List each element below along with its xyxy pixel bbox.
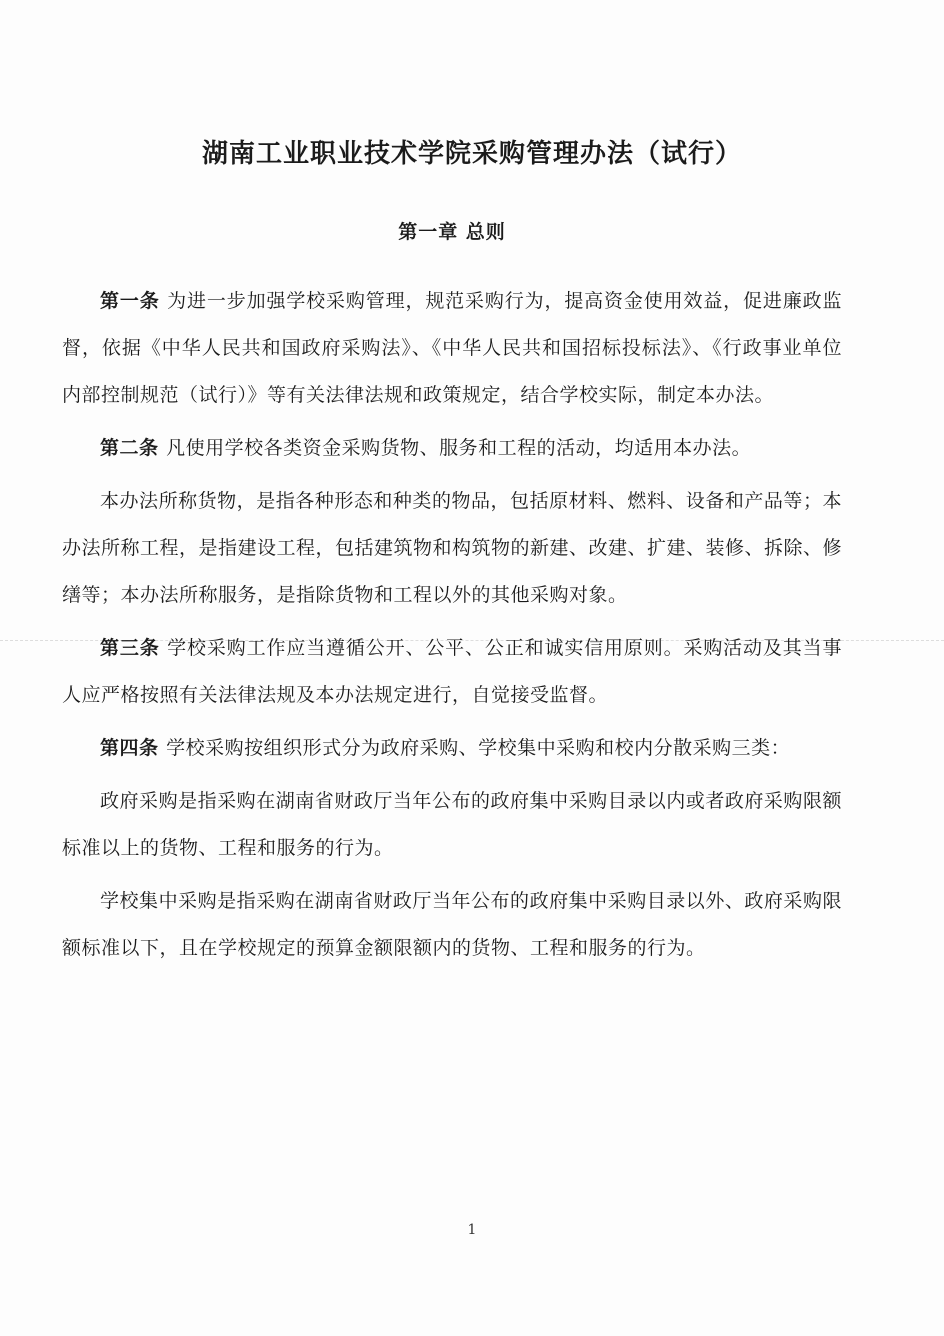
article-label: 第一条 [100, 290, 160, 312]
page-number: 1 [467, 1222, 477, 1238]
paragraph-text: 学校采购按组织形式分为政府采购、学校集中采购和校内分散采购三类： [166, 737, 791, 759]
paragraph-definitions [62, 478, 842, 619]
article-label: 第二条 [100, 437, 159, 459]
paragraph-text: 本办法所称货物，是指各种形态和种类的物品，包括原材料、燃料、设备和产品等；本办法所称工程，是指建设工程，包括建筑物和构筑物的新建、改建、扩建、装修、拆除、修缮等；本办法所称服务，是指除货物和工程以外的其他采购对象。 [62, 490, 843, 606]
article-label: 第三条 [100, 637, 160, 659]
paragraph-article-3 [62, 625, 842, 719]
paragraph-government-procurement [62, 778, 842, 872]
document-title: 湖南工业职业技术学院采购管理办法（试行） [201, 139, 742, 169]
paragraph-text: 凡使用学校各类资金采购货物、服务和工程的活动，均适用本办法。 [166, 437, 752, 459]
paragraph-text: 为进一步加强学校采购管理，规范采购行为，提高资金使用效益，促进廉政监督，依据《中华人民共和国政府采购法》、《中华人民共和国招标投标法》、《行政事业单位内部控制规范（试行）》等有关法律法规和政策规定，结合学校实际，制定本办法。 [62, 290, 842, 406]
paragraph-article-2 [62, 425, 842, 472]
paragraph-text: 政府采购是指采购在湖南省财政厅当年公布的政府集中采购目录以内或者政府采购限额标准以上的货物、工程和服务的行为。 [62, 790, 842, 859]
paragraph-text: 学校采购工作应当遵循公开、公平、公正和诚实信用原则。采购活动及其当事人应严格按照有关法律法规及本办法规定进行，自觉接受监督。 [62, 637, 842, 706]
paragraph-text: 学校集中采购是指采购在湖南省财政厅当年公布的政府集中采购目录以外、政府采购限额标准以下，且在学校规定的预算金额限额内的货物、工程和服务的行为。 [62, 890, 842, 959]
paragraph-school-centralized-procurement [62, 878, 842, 972]
paragraph-article-1 [62, 278, 842, 419]
document-body [62, 130, 842, 978]
chapter-title: 第一章 总则 [398, 221, 506, 243]
paragraph-article-4 [62, 725, 842, 772]
article-label: 第四条 [100, 737, 159, 759]
